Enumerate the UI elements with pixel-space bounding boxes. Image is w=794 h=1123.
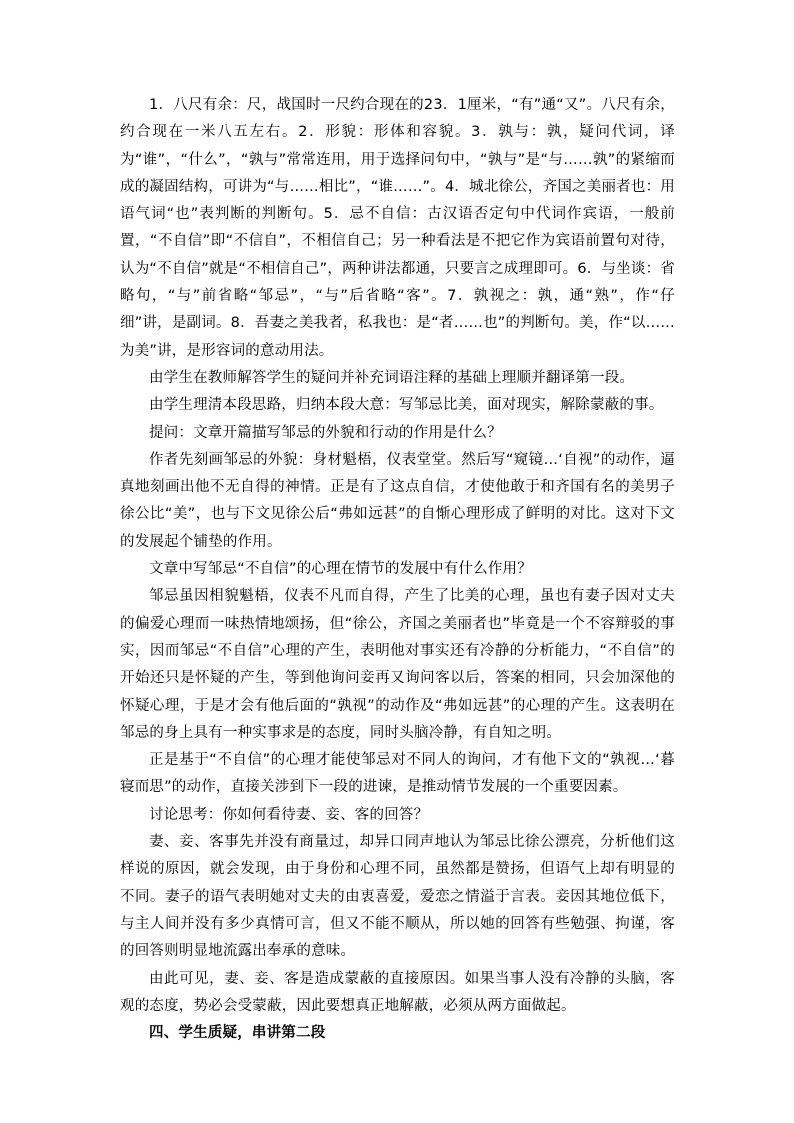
answer-paragraph: 正是基于“不自信”的心理才能使邹忌对不同人的询问，才有他下文的“孰视…‘暮寝而思”的动作，直接关涉到下一段的进谏，是推动情节发展的一个重要因素。 xyxy=(120,752,675,796)
document-body xyxy=(120,92,675,1047)
discussion-answer-paragraph: 妻、妾、客事先并没有商量过，却异口同声地认为邹忌比徐公漂亮，分析他们这样说的原因，就会发现，由于身份和心理不同，虽然都是赞扬，但语气上却有明显的不同。妻子的语气表明她对丈夫的由衷喜爱，爱恋之情溢于言表。妾因其地位低下，与主人间并没有多少真情可言，但又不能不顺从，所以她的回答有些勉强、拘谨，客的回答则明显地流露出奉承的意味。 xyxy=(120,834,675,960)
translation-instruction-paragraph: 由学生在教师解答学生的疑问并补充词语注释的基础上理顺并翻译第一段。 xyxy=(149,369,635,386)
question-paragraph: 文章中写邹忌“不自信”的心理在情节的发展中有什么作用？ xyxy=(149,561,532,578)
answer-paragraph: 作者先刻画邹忌的外貌：身材魁梧，仪表堂堂。然后写“窥镜…‘自视”的动作，逼真地刻画出他不无自得的神情。正是有了这点自信，才使他敢于和齐国有名的美男子徐公比“美”，也与下文见徐公后“弗如远甚”的自惭心理形成了鲜明的对比。这对下文的发展起个铺垫的作用。 xyxy=(120,451,675,550)
section-heading: 四、学生质疑，串讲第二段 xyxy=(149,1025,326,1042)
summary-instruction-paragraph: 由学生理清本段思路，归纳本段大意：写邹忌比美，面对现实，解除蒙蔽的事。 xyxy=(149,397,664,414)
vocabulary-notes-paragraph: 1．八尺有余：尺，战国时一尺约合现在的23．1厘米，“有”通“又”。八尺有余，约合现在一米八五左右。2．形貌：形体和容貌。3．孰与：孰，疑问代词，译为“谁”，“什么”，“孰与”常常连用，用于选择问句中，“孰与”是“与……孰”的紧缩而成的凝固结构，可讲为“与……相比”，“谁……”。4．城北徐公，齐国之美丽者也：用语气词“也”表判断的判断句。5．忌不自信：古汉语否定句中代词作宾语，一般前置，“不自信”即“不信自”，不相信自己；另一种看法是不把它作为宾语前置句对待，认为“不自信”就是“不相信自己”，两种讲法都通，只要言之成理即可。6．与坐谈：省略句，“与”前省略“邹忌”，“与”后省略“客”。7．孰视之：孰，通“熟”，作“仔细”讲，是副词。8．吾妻之美我者，私我也：是“者……也”的判断句。美，作“以……为美”讲，是形容词的意动用法。 xyxy=(120,97,675,359)
discussion-question-paragraph: 讨论思考：你如何看待妻、妾、客的回答？ xyxy=(149,806,429,823)
conclusion-paragraph: 由此可见，妻、妾、客是造成蒙蔽的直接原因。如果当事人没有冷静的头脑，客观的态度，势必会受蒙蔽，因此要想真正地解蔽，必须从两方面做起。 xyxy=(120,970,675,1014)
question-paragraph: 提问：文章开篇描写邹忌的外貌和行动的作用是什么？ xyxy=(149,424,502,441)
answer-paragraph: 邹忌虽因相貌魁梧，仪表不凡而自得，产生了比美的心理，虽也有妻子因对丈夫的偏爱心理而一味热情地颂扬，但“徐公，齐国之美丽者也”毕竟是一个不容辩驳的事实，因而邹忌“不自信”心理的产生，表明他对事实还有冷静的分析能力，“不自信”的开始还只是怀疑的产生，等到他询问妾再又询问客以后，答案的相同，只会加深他的怀疑心理，于是才会有他后面的“孰视”的动作及“弗如远甚”的心理的产生。这表明在邹忌的身上具有一种实事求是的态度，同时头脑冷静，有自知之明。 xyxy=(120,588,675,741)
